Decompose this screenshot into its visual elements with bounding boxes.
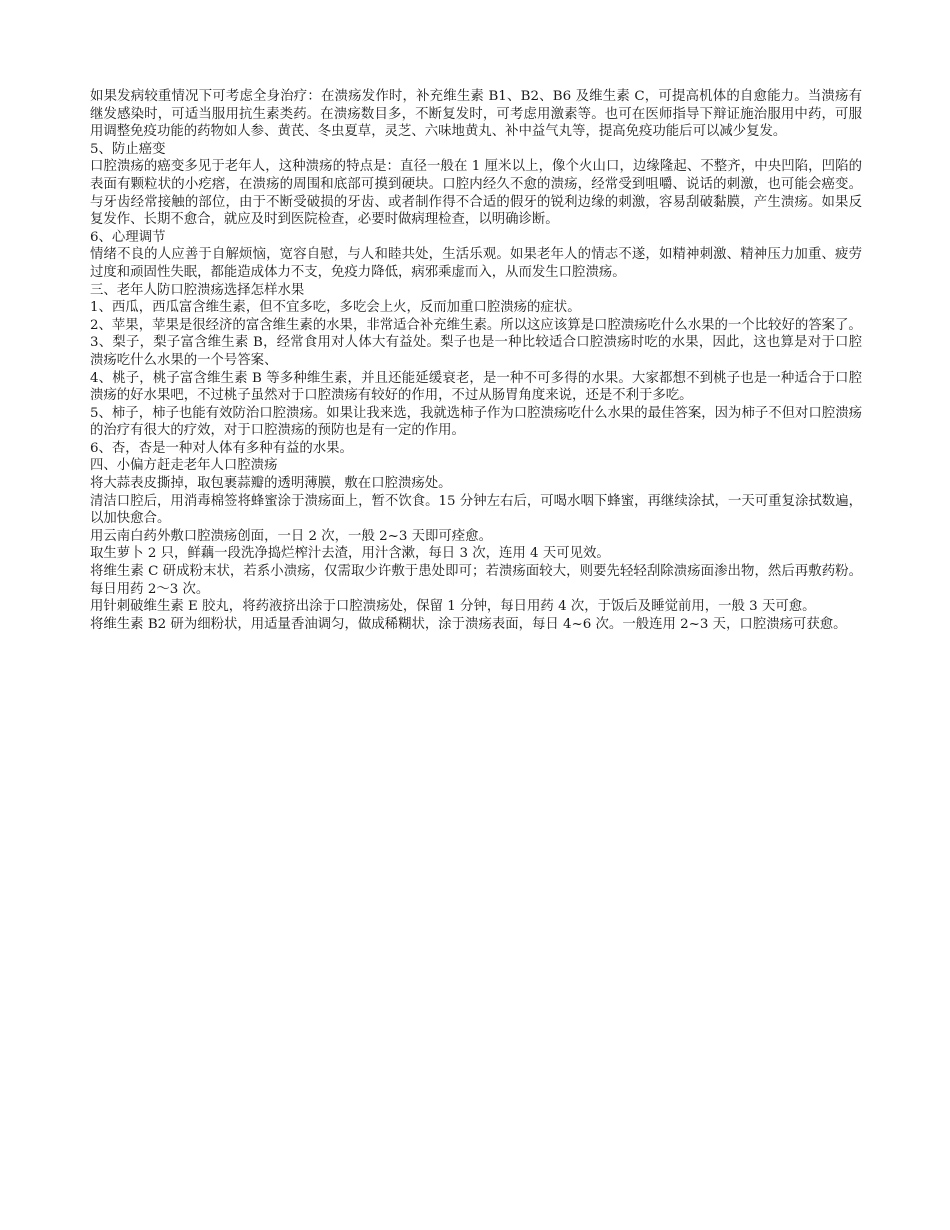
paragraph-systemic-treatment: 如果发病较重情况下可考虑全身治疗：在溃疡发作时，补充维生素 B1、B2、B6 及维生素 C，可提高机体的自愈能力。当溃疡有继发感染时，可适当服用抗生素类药。在溃疡数目多，不断复发时，可考虑用激素等。也可在医师指导下辩证施治服用中药，可服用调整免疫功能的药物如人参、黄芪、冬虫夏草，灵芝、六味地黄丸、补中益气丸等，提高免疫功能后可以减少复发。	[90, 89, 862, 140]
document-body	[90, 88, 862, 633]
heading-psychological-adjustment: 6、心理调节	[90, 229, 166, 245]
paragraph-cancer-signs: 口腔溃疡的癌变多见于老年人，这种溃疡的特点是：直径一般在 1 厘米以上，像个火山口，边缘隆起、不整齐，中央凹陷，凹陷的表面有颗粒状的小疙瘩，在溃疡的周围和底部可摸到硬块。口腔内经久不愈的溃疡，经常受到咀嚼、说话的刺激，也可能会癌变。与牙齿经常接触的部位，由于不断受破损的牙齿、或者制作得不合适的假牙的锐利边缘的刺激，容易刮破黏膜，产生溃疡。如果反复发作、长期不愈合，就应及时到医院检查，必要时做病理检查，以明确诊断。	[90, 159, 862, 228]
list-item-persimmon: 5、柿子，柿子也能有效防治口腔溃疡。如果让我来选，我就选柿子作为口腔溃疡吃什么水果的最佳答案，因为柿子不但对口腔溃疡的治疗有很大的疗效，对于口腔溃疡的预防也是有一定的作用。	[90, 405, 862, 439]
list-item-watermelon: 1、西瓜，西瓜富含维生素，但不宜多吃，多吃会上火，反而加重口腔溃疡的症状。	[90, 300, 581, 316]
list-item-peach: 4、桃子，桃子富含维生素 B 等多种维生素，并且还能延缓衰老，是一种不可多得的水果。大家都想不到桃子也是一种适合于口腔溃疡的好水果吧，不过桃子虽然对于口腔溃疡有较好的作用，不过从肠胃角度来说，还是不利于多吃。	[90, 370, 862, 404]
remedy-vitamin-c: 将维生素 C 研成粉末状，若系小溃疡，仅需取少许敷于患处即可；若溃疡面较大，则要先轻轻刮除溃疡面渗出物，然后再敷药粉。每日用药 2～3 次。	[90, 564, 862, 597]
remedy-honey: 清洁口腔后，用消毒棉签将蜂蜜涂于溃疡面上，暂不饮食。15 分钟左右后，可喝水咽下蜂蜜，再继续涂拭，一天可重复涂拭数遍，以加快愈合。	[90, 493, 862, 527]
list-item-apricot: 6、杏，杏是一种对人体有多种有益的水果。	[90, 440, 353, 456]
section-heading-remedies: 四、小偏方赶走老年人口腔溃疡	[90, 458, 278, 474]
remedy-vitamin-e: 用针刺破维生素 E 胶丸，将药液挤出涂于口腔溃疡处，保留 1 分钟，每日用药 4 次，于饭后及睡觉前用，一般 3 天可愈。	[90, 599, 816, 615]
paragraph-emotions: 情绪不良的人应善于自解烦恼，宽容自慰，与人和睦共处，生活乐观。如果老年人的情志不遂，如精神刺激、精神压力加重、疲劳过度和顽固性失眠，都能造成体力不支，免疫力降低，病邪乘虚而入，从而发生口腔溃疡。	[90, 247, 862, 280]
list-item-apple: 2、苹果，苹果是很经济的富含维生素的水果，非常适合补充维生素。所以这应该算是口腔溃疡吃什么水果的一个比较好的答案了。	[90, 317, 862, 333]
remedy-yunnan-baiyao: 用云南白药外敷口腔溃疡创面，一日 2 次，一般 2~3 天即可痊愈。	[90, 528, 492, 544]
heading-prevent-cancer: 5、防止癌变	[90, 141, 166, 157]
remedy-garlic-membrane: 将大蒜表皮撕掉，取包裹蒜瓣的透明薄膜，敷在口腔溃疡处。	[90, 476, 452, 492]
remedy-vitamin-b2: 将维生素 B2 研为细粉状，用适量香油调匀，做成稀糊状，涂于溃疡表面，每日 4~6 次。一般连用 2~3 天，口腔溃疡可获愈。	[90, 616, 847, 632]
section-heading-fruits: 三、老年人防口腔溃疡选择怎样水果	[90, 282, 305, 298]
list-item-pear: 3、梨子，梨子富含维生素 B，经常食用对人体大有益处。梨子也是一种比较适合口腔溃疡时吃的水果，因此，这也算是对于口腔溃疡吃什么水果的一个号答案、	[90, 335, 862, 368]
remedy-radish-lotus: 取生萝卜 2 只，鲜藕一段洗净捣烂榨汁去渣，用汁含漱，每日 3 次，连用 4 天可见效。	[90, 546, 610, 562]
